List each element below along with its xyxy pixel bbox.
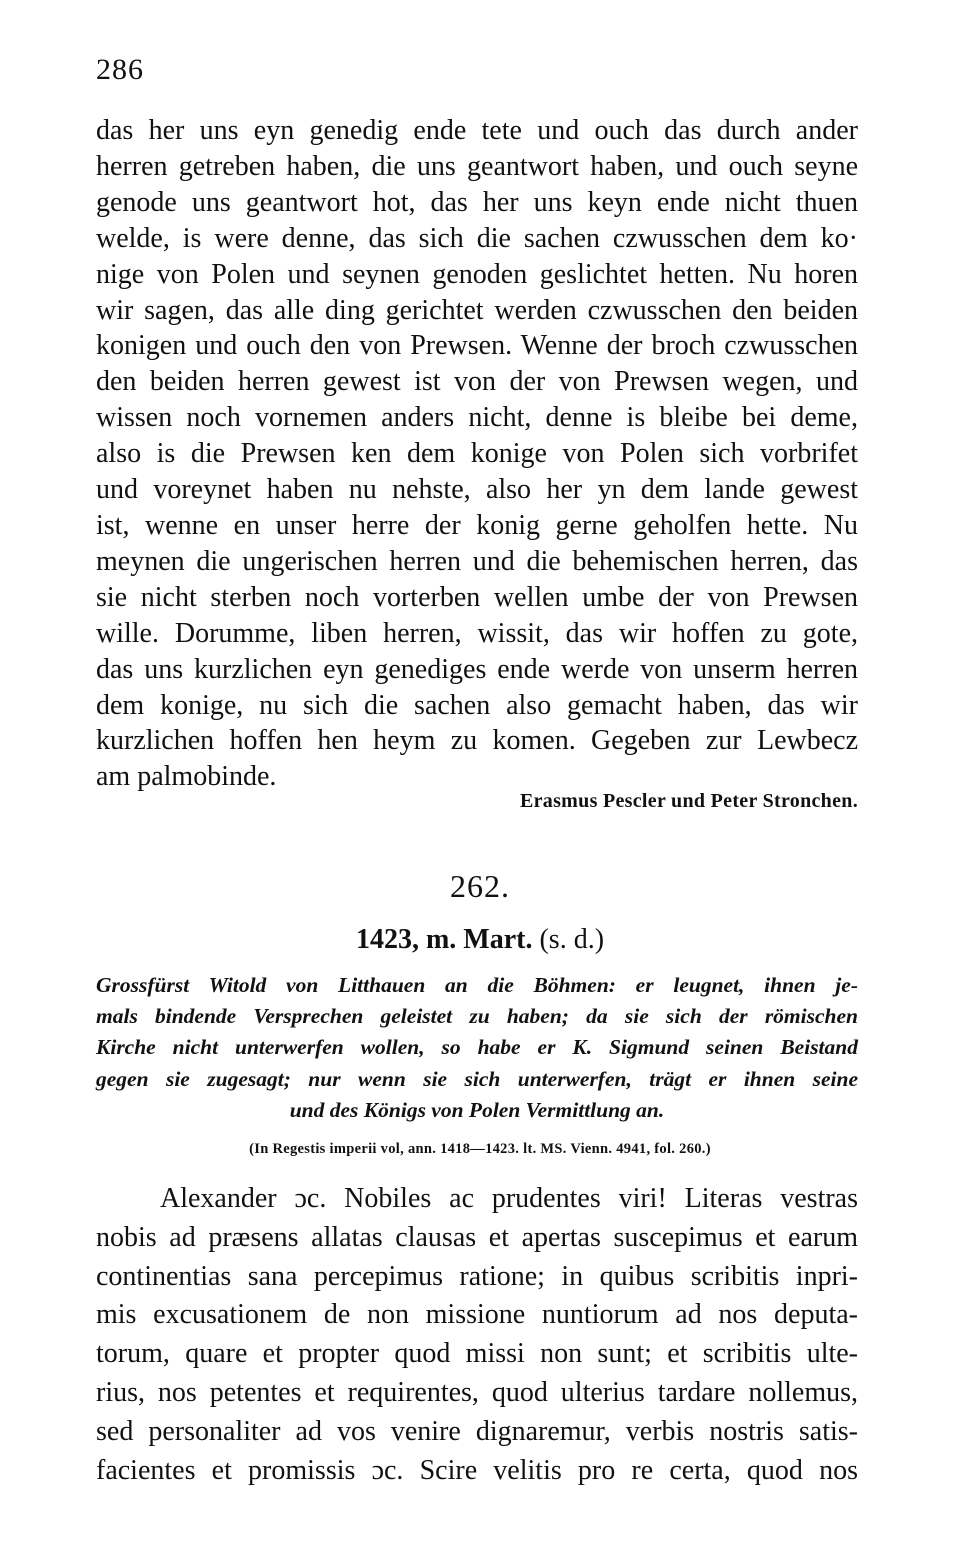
source-citation: (In Regestis imperii vol, ann. 1418—1423. lt. MS. Vienn. 4941, fol. 260.): [249, 1141, 711, 1157]
summary-line: gegen sie zugesagt; nur wenn sie sich unterwerfen, trägt er ihnen seine: [96, 1066, 858, 1091]
letter-line: wissen noch vornemen anders nicht, denne is bleibe bei deme,: [96, 402, 858, 434]
page-number: 286: [96, 53, 144, 86]
letter-line: herren getreben haben, die uns geantwort haben, und ouch seyne: [96, 150, 858, 182]
letter-line: das her uns eyn genedig ende tete und ouch das durch ander: [96, 115, 858, 146]
document-date-main: 1423, m. Mart.: [355, 924, 533, 955]
signature: Erasmus Pescler und Peter Stronchen.: [519, 790, 858, 812]
summary-line: Grossfürst Witold von Litthauen an die Böhmen: er leugnet, ihnen je-: [96, 973, 858, 997]
latin-line: sed personaliter ad vos venire dignaremur, verbis nostris satis-: [96, 1415, 858, 1447]
latin-line: nobis ad præsens allatas clausas et apertas suscepimus et earum: [96, 1221, 858, 1253]
document-number: 262.: [450, 868, 510, 904]
letter-line: nige von Polen und seynen genoden geslichtet hetten. Nu horen: [96, 258, 858, 290]
letter-line: konigen und ouch den von Prewsen. Wenne der broch czwusschen: [96, 330, 858, 362]
latin-line: continentias sana percepimus ratione; in quibus scribitis inpri-: [96, 1260, 858, 1292]
letter-line: meynen die ungerischen herren und die behemischen herren, das: [96, 545, 858, 577]
document-summary: [96, 970, 858, 1126]
letter-line: ist, wenne en unser herre der konig gerne geholfen hette. Nu: [96, 509, 858, 541]
letter-line: am palmobinde.: [96, 761, 277, 793]
letter-line: welde, is were denne, das sich die sachen czwusschen dem ko·: [96, 222, 858, 254]
letter-line: also is die Prewsen ken dem konige von Polen sich vorbrifet: [96, 438, 858, 470]
letter-line: kurzlichen hoffen hen heym zu komen. Gegeben zur Lewbecz: [96, 725, 858, 757]
letter-line: das uns kurzlichen eyn genediges ende werde von unserm herren: [96, 653, 858, 685]
latin-line: mis excusationem de non missione nuntiorum ad nos deputa-: [96, 1299, 858, 1331]
latin-letter-body: [96, 1180, 858, 1490]
letter-line: dem konige, nu sich die sachen also gemacht haben, das wir: [96, 689, 858, 721]
letter-line: wille. Dorumme, liben herren, wissit, das wir hoffen zu gote,: [96, 617, 858, 649]
letter-body: [96, 113, 858, 795]
summary-line: und des Königs von Polen Vermittlung an.: [289, 1097, 665, 1122]
latin-line: Alexander ɔc. Nobiles ac prudentes viri! Literas vestras: [160, 1183, 858, 1214]
latin-line: rius, nos petentes et requirentes, quod ulterius tardare nollemus,: [96, 1376, 858, 1408]
document-date-note: (s. d.): [539, 924, 605, 955]
document-date: [0, 920, 960, 960]
letter-line: und voreynet haben nu nehste, also her yn dem lande gewest: [96, 474, 858, 506]
summary-line: Kirche nicht unterwerfen wollen, so habe er K. Sigmund seinen Beistand: [96, 1035, 858, 1060]
latin-line: torum, quare et propter quod missi non sunt; et scribitis ulte-: [96, 1338, 858, 1370]
latin-line: facientes et promissis ɔc. Scire velitis pro re certa, quod nos: [96, 1454, 858, 1486]
summary-line: mals bindende Versprechen geleistet zu haben; da sie sich der römischen: [96, 1004, 858, 1029]
letter-line: genode uns geantwort hot, das her uns keyn ende nicht thuen: [96, 186, 858, 218]
letter-line: wir sagen, das alle ding gerichtet werden czwusschen den beiden: [96, 294, 858, 326]
letter-line: sie nicht sterben noch vorterben wellen umbe der von Prewsen: [96, 581, 858, 613]
letter-line: den beiden herren gewest ist von der von Prewsen wegen, und: [96, 366, 858, 398]
